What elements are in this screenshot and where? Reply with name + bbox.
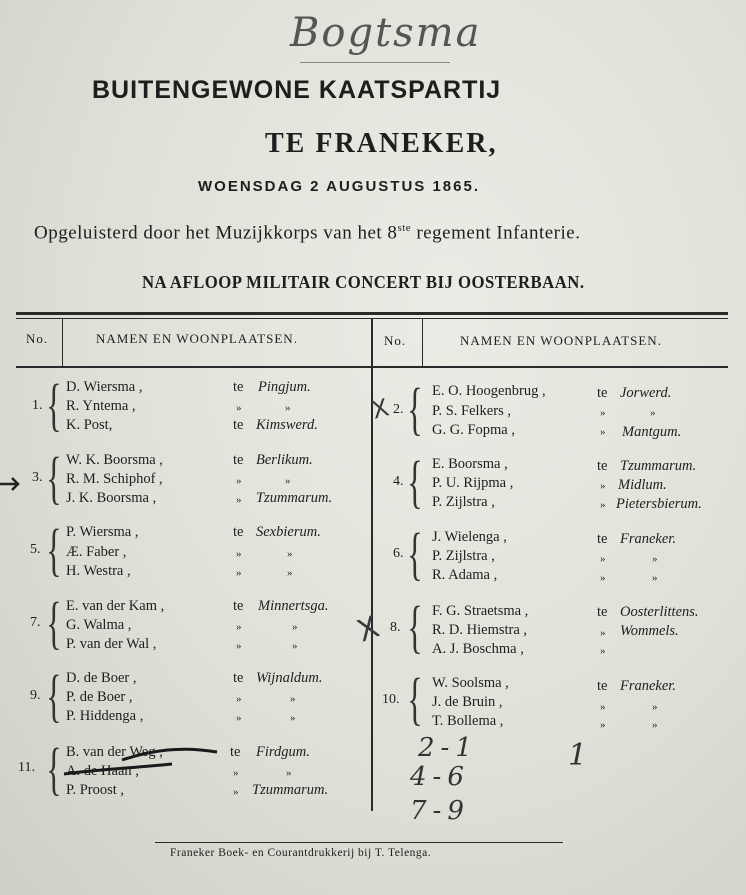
ditto-mark: » (236, 402, 242, 414)
music-line-sup: ste (397, 222, 412, 234)
player-name: R. Yntema , (66, 398, 136, 414)
player-place: Oosterlittens. (620, 604, 699, 620)
player-name: P. Wiersma , (66, 524, 139, 540)
team-brace: { (407, 666, 423, 731)
header-names-left: NAMEN EN WOONPLAATSEN. (96, 331, 298, 346)
ditto-mark: » (600, 553, 606, 565)
player-place: Tzummarum. (620, 458, 697, 474)
ditto-mark: » (652, 719, 658, 731)
player-place: Jorwerd. (620, 385, 672, 401)
player-name: K. Post, (66, 417, 113, 433)
handwritten-score: 1 (568, 738, 590, 773)
concert-line: NA AFLOOP MILITAIR CONCERT BIJ OOSTERBAAN. (142, 272, 585, 292)
player-place: Tzummarum. (256, 490, 333, 506)
team-brace: { (46, 445, 62, 510)
player-name: A. de Haan , (66, 763, 139, 779)
te-label: te (597, 385, 608, 401)
team-number: 2. (393, 402, 404, 417)
player-name: J. de Bruin , (432, 694, 503, 710)
handwritten-annotation: Bogtsma (290, 10, 482, 56)
ditto-mark: » (236, 567, 242, 579)
team-brace: { (46, 736, 62, 801)
ditto-mark: » (236, 475, 242, 487)
te-label: te (233, 598, 244, 614)
player-name: E. O. Hoogenbrug , (432, 383, 546, 399)
document-title: BUITENGEWONE KAATSPARTIJ (92, 76, 502, 104)
player-place: Sexbierum. (256, 524, 321, 540)
music-line (34, 222, 580, 244)
team-brace: { (46, 663, 62, 728)
player-name: D. Wiersma , (66, 379, 143, 395)
te-label: te (597, 678, 608, 694)
player-name: P. Zijlstra , (432, 494, 495, 510)
ditto-mark: » (233, 767, 239, 779)
player-place: Tzummarum. (252, 782, 329, 798)
player-name: P. de Boer , (66, 689, 133, 705)
player-name: E. van der Kam , (66, 598, 165, 614)
ditto-mark: » (600, 645, 606, 657)
player-place: Pietersbierum. (616, 496, 702, 512)
player-place: Midlum. (618, 477, 667, 493)
ditto-mark: » (236, 494, 242, 506)
player-name: E. Boorsma , (432, 456, 508, 472)
team-brace: { (407, 449, 423, 514)
ditto-mark: » (236, 693, 242, 705)
te-label: te (597, 531, 608, 547)
ditto-mark: » (652, 701, 658, 713)
player-place: Minnertsga. (258, 598, 329, 614)
team-brace: { (407, 521, 423, 586)
document-subtitle: TE FRANEKER, (265, 128, 498, 159)
ditto-mark: » (236, 712, 242, 724)
team-number: 4. (393, 474, 404, 489)
ditto-mark: » (236, 548, 242, 560)
header-no-right: No. (384, 333, 407, 348)
te-label: te (233, 524, 244, 540)
col-divider-left (62, 319, 63, 366)
handwriting-underline (300, 62, 450, 63)
player-name: W. K. Boorsma , (66, 452, 163, 468)
ditto-mark: » (600, 499, 606, 511)
ditto-mark: » (236, 621, 242, 633)
player-place: Pingjum. (258, 379, 311, 395)
te-label: te (230, 744, 241, 760)
player-name: G. Walma , (66, 617, 132, 633)
player-name: P. van der Wal , (66, 636, 157, 652)
player-name: H. Westra , (66, 563, 131, 579)
ditto-mark: » (285, 402, 291, 414)
player-name: P. S. Felkers , (432, 403, 511, 419)
ditto-mark: » (652, 572, 658, 584)
player-name: R. M. Schiphof , (66, 471, 163, 487)
ditto-mark: » (292, 640, 298, 652)
col-divider-right (422, 319, 423, 366)
ditto-mark: » (287, 567, 293, 579)
player-place: Firdgum. (256, 744, 310, 760)
ditto-mark: » (290, 693, 296, 705)
team-number: 8. (390, 620, 401, 635)
team-number: 1. (32, 398, 43, 413)
player-name: B. van der Weg , (66, 744, 163, 760)
player-name: A. J. Boschma , (432, 641, 524, 657)
ditto-mark: » (652, 553, 658, 565)
music-line-post: regement Infanterie. (411, 222, 581, 244)
table-top-rule (16, 312, 728, 315)
ditto-mark: » (600, 572, 606, 584)
ditto-mark: » (600, 719, 606, 731)
player-name: P. Hiddenga , (66, 708, 144, 724)
te-label: te (233, 452, 244, 468)
player-name: P. U. Rijpma , (432, 475, 514, 491)
player-place: Franeker. (620, 678, 676, 694)
pen-strikethrough (62, 740, 222, 780)
player-name: Æ. Faber , (66, 544, 127, 560)
team-number: 7. (30, 615, 41, 630)
player-name: P. Zijlstra , (432, 548, 495, 564)
player-name: J. K. Boorsma , (66, 490, 157, 506)
footer-rule (155, 842, 563, 843)
team-number: 5. (30, 542, 41, 557)
team-number: 3. (32, 470, 43, 485)
ditto-mark: » (600, 426, 606, 438)
te-label: te (597, 604, 608, 620)
handwritten-score: 2-1 (418, 733, 478, 763)
player-name: P. Proost , (66, 782, 125, 798)
player-name: R. D. Hiemstra , (432, 622, 528, 638)
team-brace: { (407, 376, 423, 441)
handwritten-score: 7-9 (410, 796, 470, 826)
team-brace: { (407, 594, 423, 659)
team-number: 10. (382, 692, 400, 707)
te-label: te (597, 458, 608, 474)
player-place: Kimswerd. (256, 417, 318, 433)
ditto-mark: » (600, 407, 606, 419)
ditto-mark: » (286, 767, 292, 779)
player-place: Wommels. (620, 623, 679, 639)
player-name: J. Wielenga , (432, 529, 507, 545)
te-label: te (233, 417, 244, 433)
ditto-mark: » (290, 712, 296, 724)
ditto-mark: » (600, 701, 606, 713)
ditto-mark: » (600, 480, 606, 492)
header-no-left: No. (26, 331, 49, 346)
pen-cross-mark: X (352, 609, 384, 650)
player-place: Franeker. (620, 531, 676, 547)
player-name: R. Adama , (432, 567, 498, 583)
event-date: WOENSDAG 2 AUGUSTUS 1865. (198, 178, 480, 195)
printer-footer: Franeker Boek- en Courantdrukkerij bij T. Telenga. (170, 847, 432, 859)
player-place: Berlikum. (256, 452, 313, 468)
ditto-mark: » (287, 548, 293, 560)
player-name: G. G. Fopma , (432, 422, 515, 438)
team-brace: { (46, 372, 62, 437)
handwritten-score: 4-6 (410, 762, 470, 792)
ditto-mark: » (650, 407, 656, 419)
ditto-mark: » (600, 627, 606, 639)
player-name: D. de Boer , (66, 670, 137, 686)
team-brace: { (46, 590, 62, 655)
ditto-mark: » (233, 786, 239, 798)
ditto-mark: » (236, 640, 242, 652)
player-name: W. Soolsma , (432, 675, 509, 691)
music-line-pre: Opgeluisterd door het Muzijkkorps van het 8 (34, 222, 398, 244)
team-number: 11. (18, 760, 35, 775)
player-name: T. Bollema , (432, 713, 504, 729)
pen-cross-mark: X (368, 393, 392, 425)
team-number: 6. (393, 546, 404, 561)
player-place: Mantgum. (622, 424, 682, 440)
te-label: te (233, 670, 244, 686)
player-name: F. G. Straetsma , (432, 603, 529, 619)
te-label: te (233, 379, 244, 395)
team-number: 9. (30, 688, 41, 703)
header-names-right: NAMEN EN WOONPLAATSEN. (460, 333, 662, 348)
col-divider-middle (371, 319, 373, 811)
ditto-mark: » (292, 621, 298, 633)
team-brace: { (46, 517, 62, 582)
pen-arrow-mark (0, 474, 22, 494)
player-place: Wijnaldum. (256, 670, 323, 686)
ditto-mark: » (285, 475, 291, 487)
